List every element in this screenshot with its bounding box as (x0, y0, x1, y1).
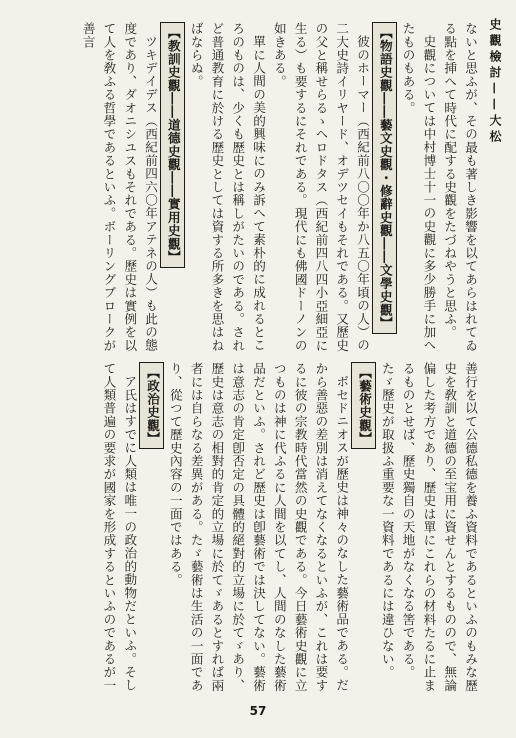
paragraph: 善行を以て公德私德を養ふ資料であるといふのもみな歷史を敎訓と道德の至宝用に資せんとするものので、無論偏した考方であり、歷史は單にこれらの材料たるに止まるものとせば、歷史獨自の天地がなくなる筈である。たゞ歷史が取扱ふ重要な一資料であるには違ひない。 (379, 362, 478, 692)
section-heading: 【教訓史觀――道德史觀――實用史觀】 (160, 22, 185, 268)
paragraph: ツキデイデス（西紀前四六〇年アテネの人）も此の態度であり、ダオニシユスもそれである。歷史は實例を以て人を敎ふる哲學であるといふ。ボーリングブロークが善言 (80, 22, 159, 352)
running-head: 史觀檢討——大松 (488, 18, 502, 146)
paragraph: ないと思ふが、その最も著しき影響を以てあらはれてゐる點を挿へて時代に配する史觀をたづねやうと思ふ。 (442, 22, 478, 352)
section-heading: 【政治史觀】 (139, 362, 164, 449)
section-heading: 【藝術史觀】 (351, 362, 376, 449)
page-number: 57 (249, 704, 267, 718)
upper-text-block (24, 22, 480, 352)
paragraph: 單に人間の美的興味にのみ訴へて素朴的に成れるところのものは、少くも歷史とは稱しがたいのである。されど普通教育に於ける歷史としては資する所多きを思はねばならぬ。 (188, 22, 267, 352)
paragraph: ボセドニオスが歷史は神々のなした藝術品である。だから善惡の差別は消えてなくなるといふが、これは要するに彼の宗教時代當然の史觀である。今日藝術史觀に立つものは神に代ふるに人間を以てし、人間のなした藝術品だといふ。されど歷史は卽藝術では決してない。藝術は意志の肯定卽否定の具體的絕對的立場に於てゞあり、歷史は意志の相對的肯定的立場に於てゞあるとすれば兩者には自らなる差異がある。たゞ藝術は生活の一面であり、從つて歷史內容の一面ではある。 (167, 362, 350, 692)
paragraph: 彼のホーマー（西紀前八〇〇年か八五〇年頃の人）の二大史詩イリヤード、オデツセイもそれである。又歷史の父と稱せらるゝヘロドタス（西紀前四八四小亞細亞に生る）も要するにそれである。現代にも佛國ドーノンの如きある。 (271, 22, 371, 352)
lower-text-block (24, 362, 480, 694)
paragraph: ア氏はすでに人類は唯一の政治的動物だといふ。そして人類普遍の要求が國家を形成するといふのであるが一 (101, 362, 138, 692)
paragraph: 史觀については中村博士十一の史觀に多少勝手に加へたものもある。 (400, 22, 437, 352)
section-heading: 【物語史觀――藝文史觀・修辭史觀――文學史觀】 (372, 22, 397, 334)
